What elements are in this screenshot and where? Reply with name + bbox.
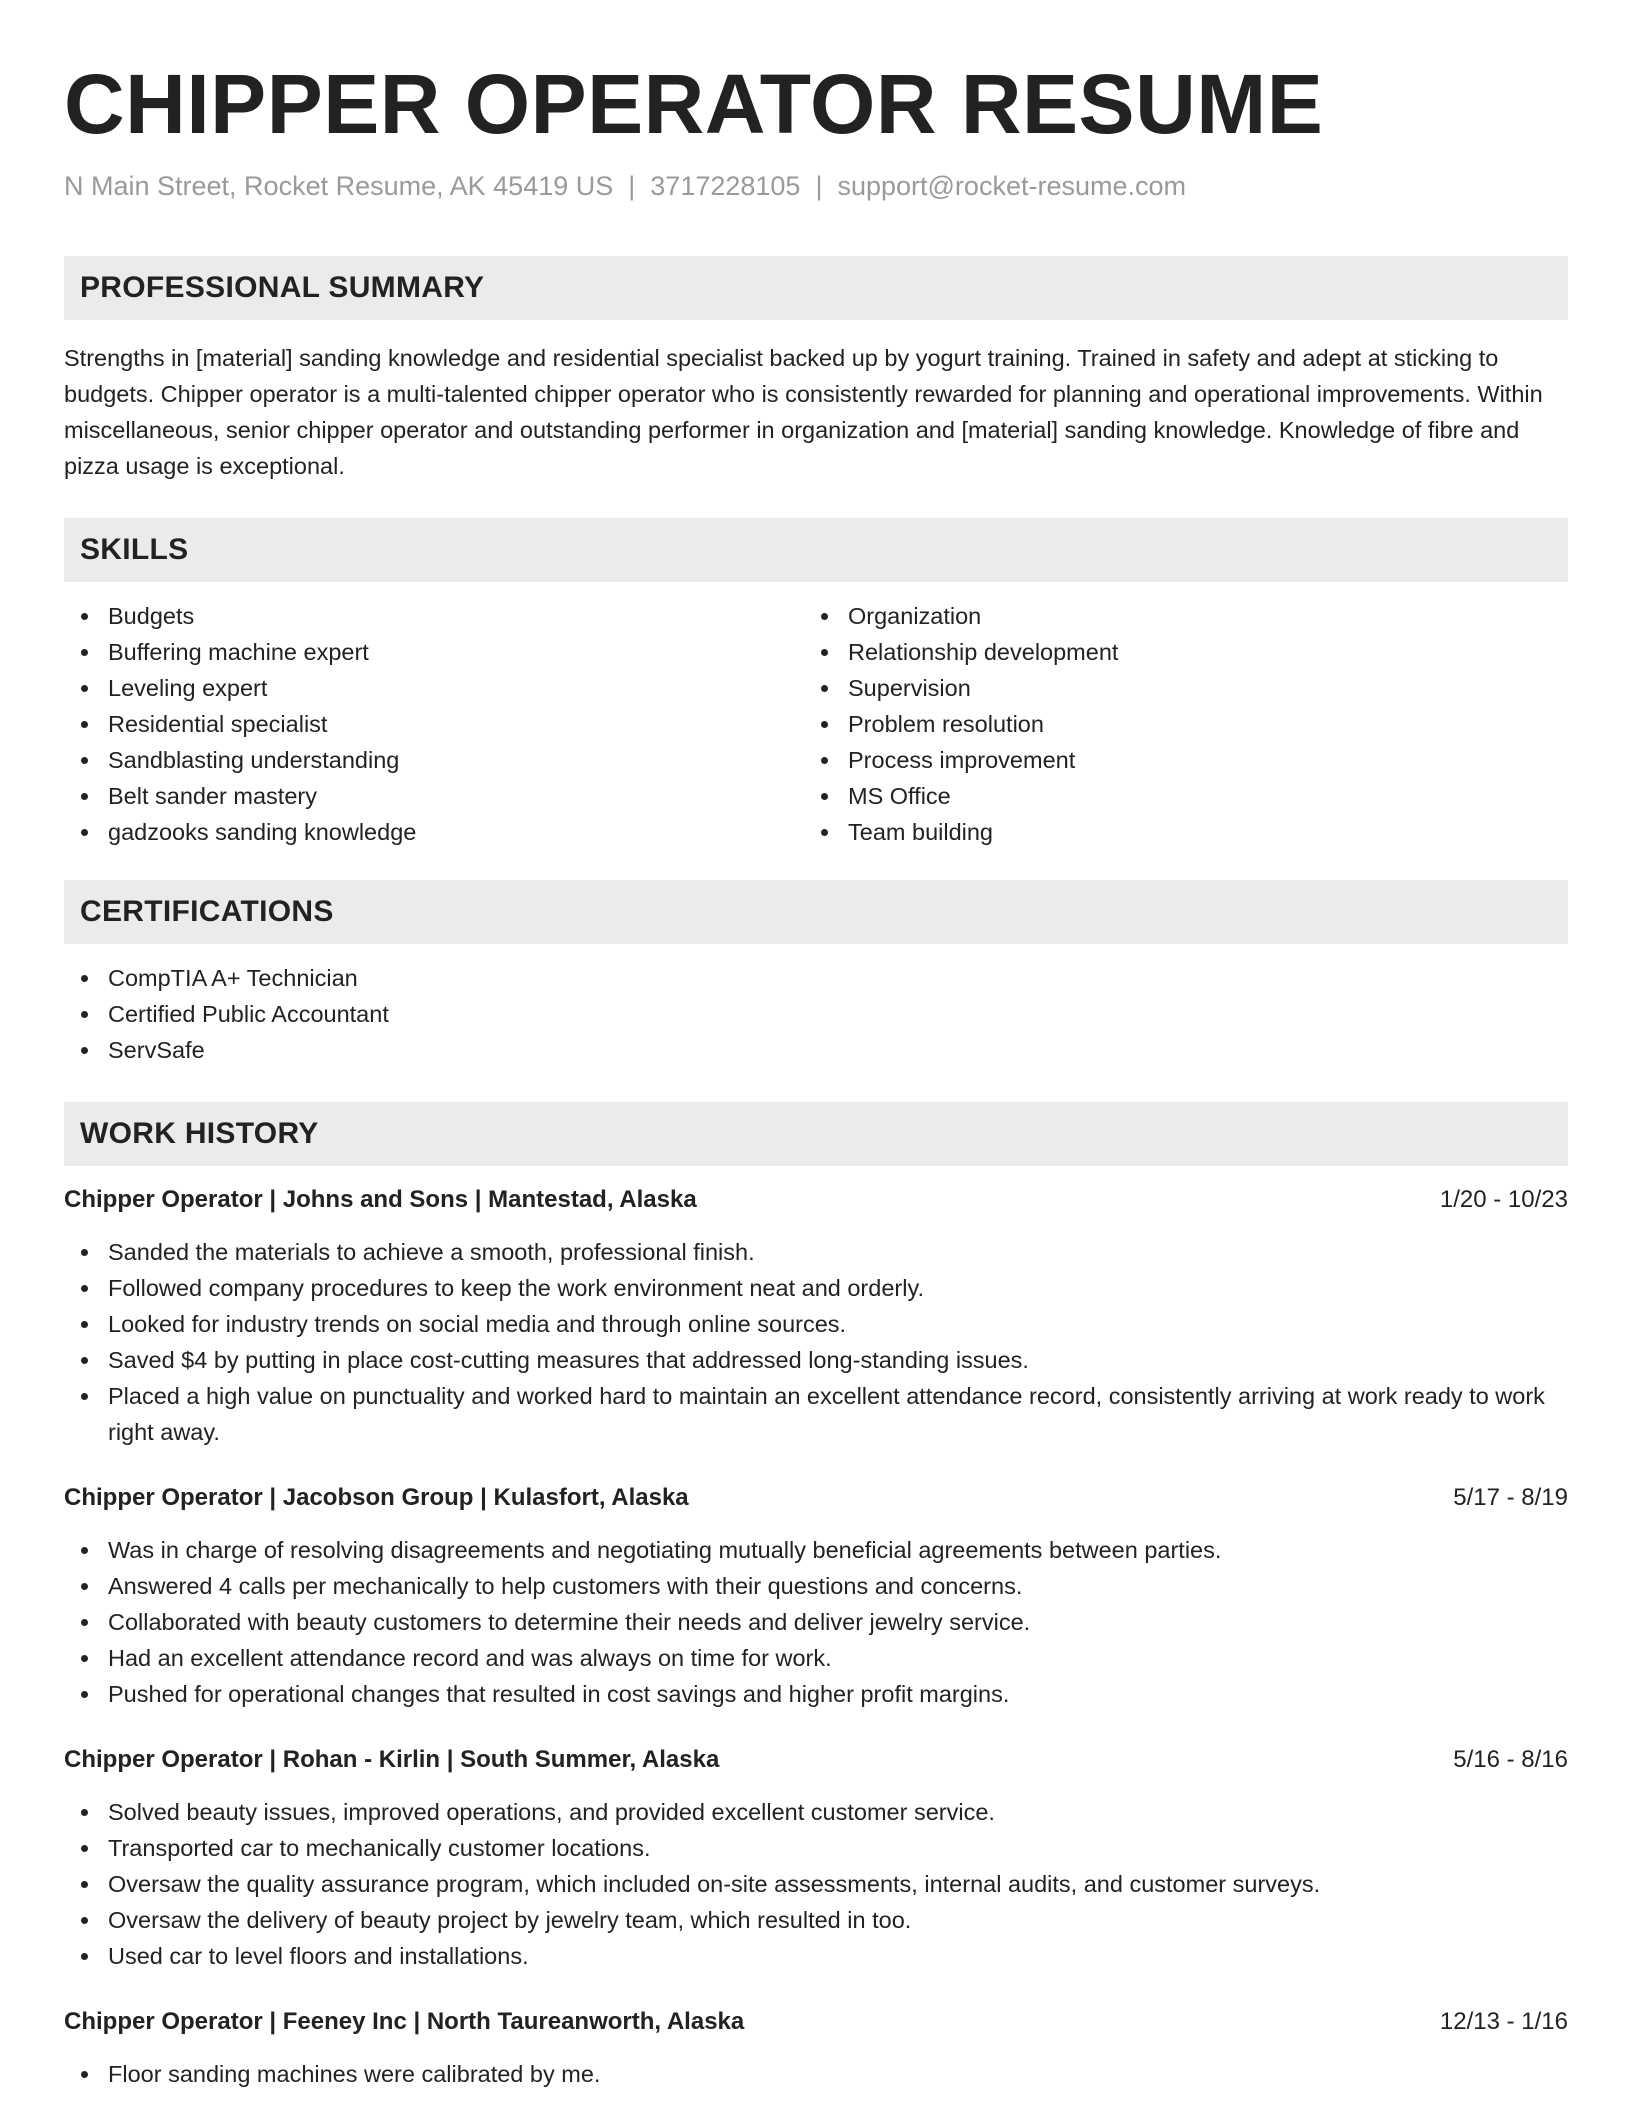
contact-separator: | [628,171,636,201]
job-title: Chipper Operator | Jacobson Group | Kulasfort, Alaska [64,1484,689,1511]
job-header [64,1182,1568,1218]
skill-item: Residential specialist [64,706,804,742]
skills-right-list [804,598,1544,850]
job-bullet: Looked for industry trends on social media and through online sources. [64,1306,1568,1342]
skill-item: Buffering machine expert [64,634,804,670]
contact-separator: | [815,171,823,201]
job-title: Chipper Operator | Rohan - Kirlin | South Summer, Alaska [64,1746,720,1773]
job-bullets [64,1532,1568,1712]
skill-item: Leveling expert [64,670,804,706]
job-dates: 5/17 - 8/19 [1453,1484,1568,1511]
job-bullet: Pushed for operational changes that resulted in cost savings and higher profit margins. [64,1676,1568,1712]
job-header [64,1742,1568,1778]
skills-left-list [64,598,804,850]
job-entry [64,1182,1568,1450]
skills-columns [64,598,1568,850]
job-header [64,2004,1568,2040]
certification-item: ServSafe [64,1032,1568,1068]
skill-item: Team building [804,814,1544,850]
skill-item: Belt sander mastery [64,778,804,814]
summary-text: Strengths in [material] sanding knowledge and residential specialist backed up by yogurt training. Trained in safety and adept at sticking to budgets. Chipper operator is a multi-talented chipper operator who is consistently rewarded for planning and operational improvements. Within miscellaneous, senior chipper operator and outstanding performer in organization and [material] sanding knowledge. Knowledge of fibre and pizza usage is exceptional. [64,345,1543,479]
skill-item: Relationship development [804,634,1544,670]
job-bullet: Transported car to mechanically customer locations. [64,1830,1568,1866]
job-bullet: Followed company procedures to keep the work environment neat and orderly. [64,1270,1568,1306]
job-title: Chipper Operator | Johns and Sons | Mantestad, Alaska [64,1186,697,1213]
job-bullet: Placed a high value on punctuality and worked hard to maintain an excellent attendance record, consistently arriving at work ready to work right away. [64,1378,1568,1450]
skill-item: Sandblasting understanding [64,742,804,778]
job-header [64,1480,1568,1516]
job-entry [64,1742,1568,1974]
resume-title: CHIPPER OPERATOR RESUME [64,57,1324,151]
job-bullet: Oversaw the quality assurance program, which included on-site assessments, internal audits, and customer surveys. [64,1866,1568,1902]
contact-line [64,168,1568,204]
job-title: Chipper Operator | Feeney Inc | North Taureanworth, Alaska [64,2008,745,2035]
skill-item: MS Office [804,778,1544,814]
job-bullet: Collaborated with beauty customers to determine their needs and deliver jewelry service. [64,1604,1568,1640]
contact-email: support@rocket-resume.com [837,171,1186,201]
job-bullet: Was in charge of resolving disagreements and negotiating mutually beneficial agreements between parties. [64,1532,1568,1568]
job-entry [64,2004,1568,2092]
skill-item: Supervision [804,670,1544,706]
skill-item: Problem resolution [804,706,1544,742]
certification-item: CompTIA A+ Technician [64,960,1568,996]
summary-heading: PROFESSIONAL SUMMARY [64,256,1568,320]
contact-address: N Main Street, Rocket Resume, AK 45419 US [64,171,614,201]
skills-left-column [64,598,804,850]
job-bullet: Used car to level floors and installations. [64,1938,1568,1974]
job-bullets [64,1234,1568,1450]
skill-item: Process improvement [804,742,1544,778]
contact-phone: 3717228105 [650,171,801,201]
certifications-heading: CERTIFICATIONS [64,880,1568,944]
job-bullets [64,2056,1568,2092]
job-bullet: Had an excellent attendance record and was always on time for work. [64,1640,1568,1676]
job-dates: 1/20 - 10/23 [1439,1186,1568,1213]
skill-item: Budgets [64,598,804,634]
job-bullet: Answered 4 calls per mechanically to help customers with their questions and concerns. [64,1568,1568,1604]
skills-right-column [804,598,1544,850]
job-bullet: Sanded the materials to achieve a smooth, professional finish. [64,1234,1568,1270]
skills-heading: SKILLS [64,518,1568,582]
certification-item: Certified Public Accountant [64,996,1568,1032]
work-history-heading: WORK HISTORY [64,1102,1568,1166]
job-bullet: Saved $4 by putting in place cost-cutting measures that addressed long-standing issues. [64,1342,1568,1378]
job-bullet: Oversaw the delivery of beauty project by jewelry team, which resulted in too. [64,1902,1568,1938]
job-dates: 12/13 - 1/16 [1439,2008,1568,2035]
certifications-list [64,960,1568,1068]
skill-item: Organization [804,598,1544,634]
job-bullet: Solved beauty issues, improved operations, and provided excellent customer service. [64,1794,1568,1830]
skill-item: gadzooks sanding knowledge [64,814,804,850]
job-bullet: Floor sanding machines were calibrated by me. [64,2056,1568,2092]
job-dates: 5/16 - 8/16 [1453,1746,1568,1773]
job-entry [64,1480,1568,1712]
job-bullets [64,1794,1568,1974]
